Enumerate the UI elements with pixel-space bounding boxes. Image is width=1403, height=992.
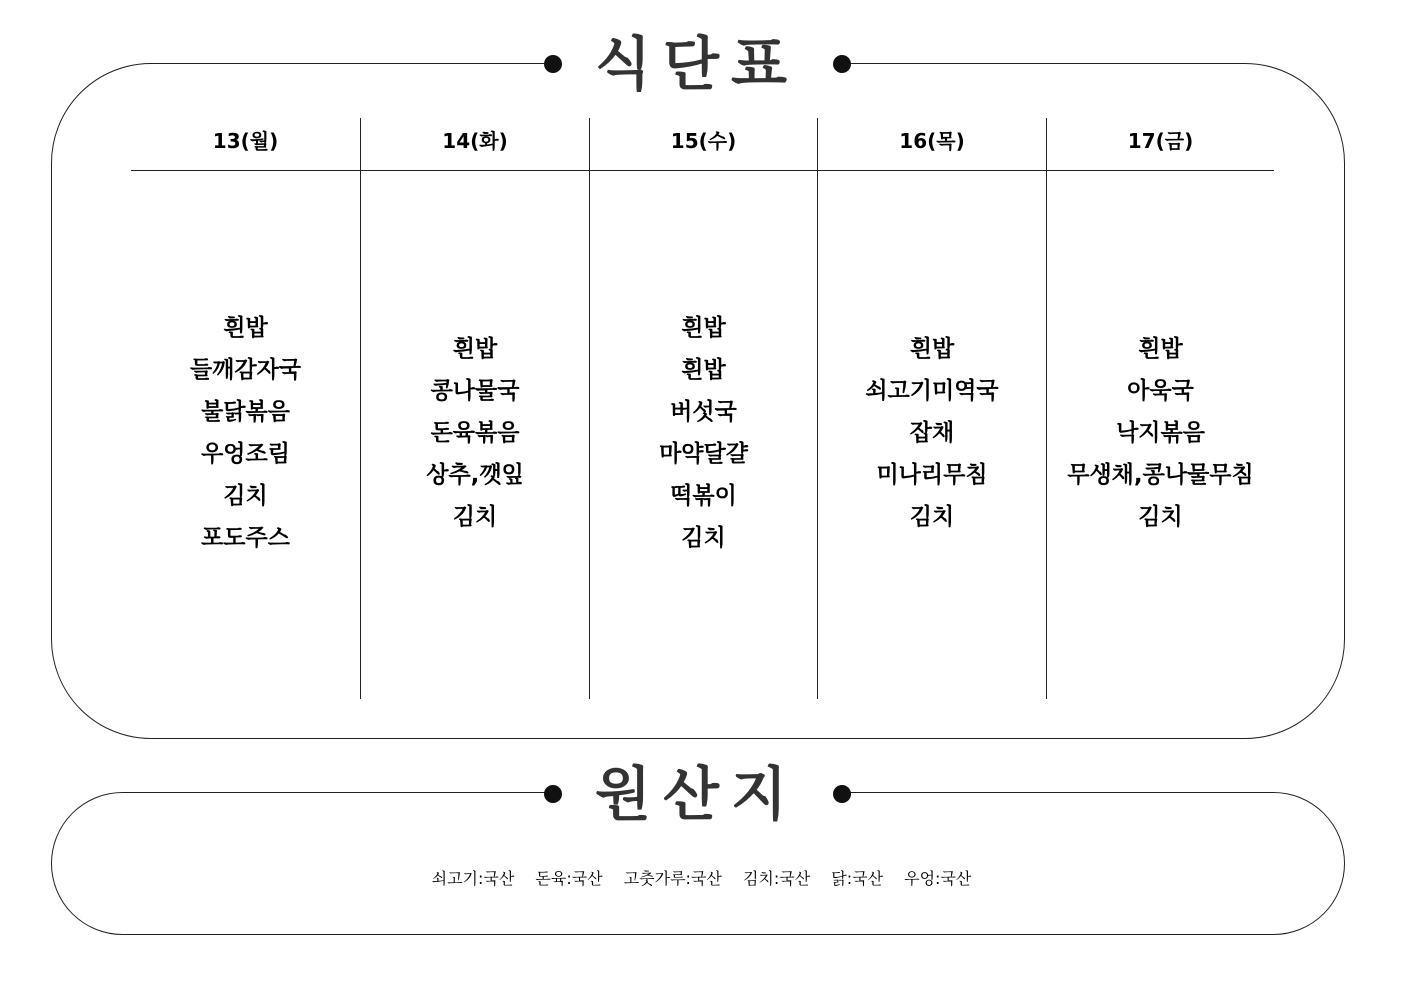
dish-list [1047, 178, 1274, 688]
day-column-fri [1046, 118, 1274, 699]
dish-item: 낙지볶음 [1116, 420, 1205, 446]
dish-item: 콩나물국 [430, 378, 520, 404]
origin-title: 원산지 [594, 760, 800, 828]
origin-item: 고춧가루:국산 [623, 869, 722, 888]
dish-item: 김치 [223, 483, 268, 509]
dish-item: 무생채,콩나물무침 [1067, 462, 1254, 488]
dish-item: 김치 [681, 525, 726, 551]
origin-item: 쇠고기:국산 [431, 869, 515, 888]
dish-item: 흰밥 [452, 336, 498, 362]
day-header: 14(화) [442, 129, 508, 153]
dish-item: 들깨감자국 [189, 357, 302, 383]
menu-table [131, 118, 1274, 699]
day-header: 13(월) [212, 129, 279, 153]
menu-title-bar [0, 24, 1403, 104]
day-header: 16(목) [899, 129, 965, 153]
dish-item: 흰밥 [223, 315, 268, 341]
dish-item: 잡채 [909, 420, 955, 446]
origin-item: 닭:국산 [831, 869, 884, 888]
dish-item: 포도주스 [201, 525, 290, 551]
origin-title-left-dot [544, 785, 562, 803]
dish-list [361, 178, 589, 688]
origin-list [0, 866, 1403, 892]
dish-list [590, 178, 817, 688]
day-header: 15(수) [670, 129, 737, 153]
dish-item: 쇠고기미역국 [865, 378, 999, 404]
dish-item: 흰밥 [681, 357, 726, 383]
day-column-tue [360, 118, 589, 699]
origin-title-bar [0, 754, 1403, 834]
dish-item: 불닭볶음 [201, 399, 290, 425]
dish-item: 흰밥 [1138, 336, 1183, 362]
dish-item: 마약달걀 [659, 441, 748, 467]
dish-list [818, 178, 1046, 688]
dish-item: 김치 [452, 504, 498, 530]
menu-title-right-dot [833, 55, 851, 73]
day-header: 17(금) [1127, 129, 1194, 153]
dish-item: 돈육볶음 [430, 420, 520, 446]
origin-item: 우엉:국산 [904, 869, 972, 888]
dish-item: 우엉조림 [201, 441, 290, 467]
menu-title: 식단표 [594, 30, 800, 98]
origin-title-right-dot [833, 785, 851, 803]
origin-item: 돈육:국산 [535, 869, 603, 888]
day-column-mon [131, 118, 360, 699]
dish-item: 흰밥 [909, 336, 955, 362]
origin-item: 김치:국산 [742, 869, 811, 888]
dish-item: 떡볶이 [670, 483, 737, 509]
dish-item: 김치 [1138, 504, 1183, 530]
dish-item: 상추,깻잎 [426, 462, 524, 488]
dish-item: 미나리무침 [876, 462, 988, 488]
dish-list [131, 178, 360, 688]
dish-item: 아욱국 [1127, 378, 1194, 404]
day-column-thu [817, 118, 1046, 699]
menu-title-left-dot [544, 55, 562, 73]
dish-item: 버섯국 [670, 399, 737, 425]
dish-item: 김치 [909, 504, 955, 530]
dish-item: 흰밥 [681, 315, 726, 341]
day-column-wed [589, 118, 817, 699]
